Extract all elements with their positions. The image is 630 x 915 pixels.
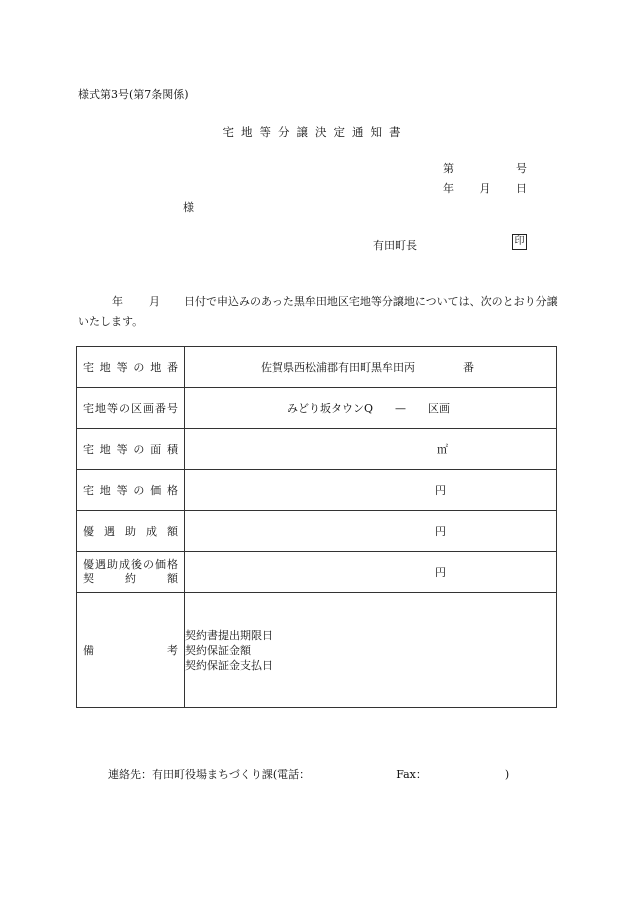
notice-body — [78, 292, 560, 332]
subsidy-label: 優遇助成額 — [77, 511, 185, 552]
table-row — [77, 470, 557, 511]
block-number-label: 宅地等の区画番号 — [77, 388, 185, 429]
contract-amount-label-line1: 優遇助成後の価格 — [83, 558, 178, 571]
date-day: 日 — [516, 182, 527, 195]
lot-number-suffix: 番 — [463, 361, 474, 374]
block-number-value — [185, 388, 557, 429]
date-year: 年 — [443, 182, 454, 195]
contact-line — [108, 766, 509, 782]
lot-number-label: 宅地等の地番 — [77, 347, 185, 388]
body-text: 日付で申込みのあった黒牟田地区宅地等分譲地については、次のとおり分譲いたします。 — [78, 295, 558, 328]
document-number-line — [443, 160, 527, 176]
form-number: 様式第3号(第7条関係) — [78, 88, 189, 101]
table-row — [77, 552, 557, 593]
number-prefix: 第 — [443, 162, 454, 175]
subsidy-unit: 円 — [435, 525, 446, 538]
contact-close: ) — [504, 768, 510, 781]
area-value — [185, 429, 557, 470]
table-row — [77, 593, 557, 708]
contact-fax: Fax： — [396, 768, 427, 781]
area-unit: ㎡ — [437, 443, 448, 456]
seal-mark: 印 — [512, 234, 527, 250]
issuer-name: 有田町長 — [373, 239, 417, 252]
table-row — [77, 388, 557, 429]
lot-number-value — [185, 347, 557, 388]
remarks-item: 契約保証金額 — [185, 643, 251, 657]
contract-amount-label-line2: 契約額 — [83, 572, 178, 585]
issue-date-line — [443, 180, 527, 196]
contract-amount-label — [77, 552, 185, 593]
table-row — [77, 511, 557, 552]
body-year: 年 — [112, 295, 123, 308]
number-suffix: 号 — [516, 162, 527, 175]
lot-address: 佐賀県西松浦郡有田町黒牟田丙 — [261, 361, 415, 374]
date-month: 月 — [479, 182, 491, 195]
lot-details-table — [76, 346, 557, 708]
recipient-honorific: 様 — [183, 201, 194, 214]
remarks-item: 契約書提出期限日 — [185, 628, 273, 642]
subsidy-value — [185, 511, 557, 552]
body-month: 月 — [149, 295, 160, 308]
price-unit: 円 — [435, 484, 446, 497]
remarks-item: 契約保証金支払日 — [185, 658, 273, 672]
price-label: 宅地等の価格 — [77, 470, 185, 511]
document-title: 宅地等分譲決定通知書 — [222, 125, 408, 139]
contact-label: 連絡先：有田町役場まちづくり課(電話： — [108, 768, 311, 781]
block-town-name: みどり坂タウンQ — [287, 402, 374, 415]
contract-amount-value — [185, 552, 557, 593]
area-label: 宅地等の面積 — [77, 429, 185, 470]
remarks-label: 備考 — [77, 593, 185, 708]
price-value — [185, 470, 557, 511]
block-dash: — — [395, 401, 407, 415]
table-row — [77, 347, 557, 388]
remarks-value — [185, 593, 557, 708]
table-row — [77, 429, 557, 470]
block-suffix: 区画 — [428, 402, 451, 415]
contract-amount-unit: 円 — [435, 566, 446, 579]
